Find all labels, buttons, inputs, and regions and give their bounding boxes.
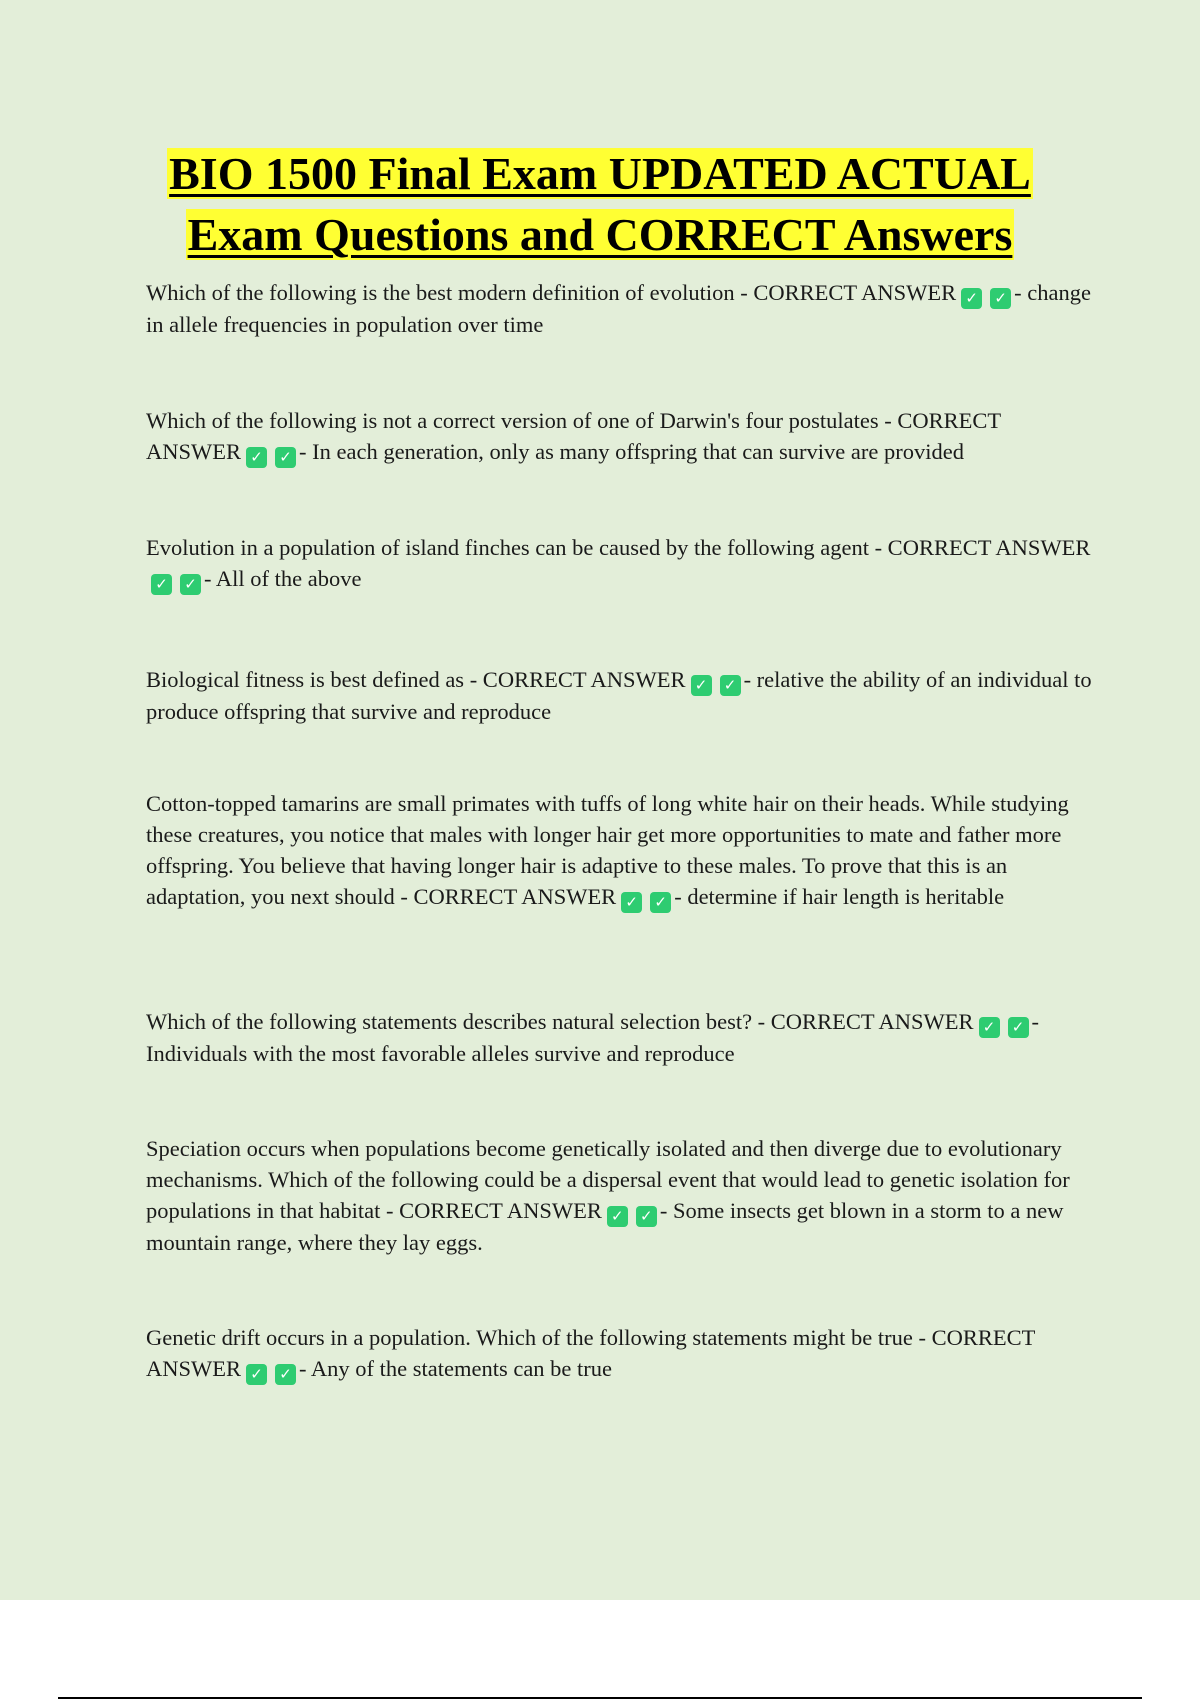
answer-text: - relative the ability of an individual to produce offspring that survive and reproduce bbox=[146, 667, 1092, 724]
check-icon: ✓ bbox=[961, 288, 982, 309]
qa-item-6 bbox=[146, 1006, 1096, 1069]
qa-item-1 bbox=[146, 277, 1096, 340]
question-text: Which of the following statements describes natural selection best? - CORRECT ANSWER bbox=[146, 1009, 974, 1034]
answer-text: - change in allele frequencies in population over time bbox=[146, 280, 1091, 337]
qa-item-4 bbox=[146, 664, 1096, 727]
question-text: Which of the following is not a correct version of one of Darwin's four postulates - CORRECT ANSWER bbox=[146, 408, 1001, 464]
check-icon: ✓ bbox=[979, 1017, 1000, 1038]
check-icon: ✓ bbox=[607, 1206, 628, 1227]
answer-text: - determine if hair length is heritable bbox=[674, 884, 1005, 909]
title-line-1: BIO 1500 Final Exam UPDATED ACTUAL bbox=[169, 148, 1031, 199]
check-icon: ✓ bbox=[650, 892, 671, 913]
question-text: Evolution in a population of island finches can be caused by the following agent - CORRECT ANSWER bbox=[146, 535, 1091, 560]
question-text: Speciation occurs when populations become genetically isolated and then diverge due to evolutionary mechanisms. Which of the following could be a dispersal event that would lead to genetic isolation for populations in that habitat - CORRECT ANSWER bbox=[146, 1136, 1070, 1223]
qa-item-3 bbox=[146, 532, 1096, 595]
check-icon: ✓ bbox=[720, 675, 741, 696]
check-icon: ✓ bbox=[990, 288, 1011, 309]
check-icon: ✓ bbox=[621, 892, 642, 913]
answer-text: - Individuals with the most favorable alleles survive and reproduce bbox=[146, 1009, 1040, 1066]
qa-item-7 bbox=[146, 1133, 1096, 1258]
question-text: Genetic drift occurs in a population. Which of the following statements might be true - CORRECT ANSWER bbox=[146, 1325, 1035, 1381]
check-icon: ✓ bbox=[636, 1206, 657, 1227]
answer-text: - Any of the statements can be true bbox=[299, 1356, 613, 1381]
question-text: Cotton-topped tamarins are small primates with tuffs of long white hair on their heads. While studying these creatures, you notice that males with longer hair get more opportunities to mate and father more offspring. You believe that having longer hair is adaptive to these males. To prove that this is an adaptation, you next should - CORRECT ANSWER bbox=[146, 791, 1069, 909]
footer-rule bbox=[58, 1697, 1142, 1699]
question-text: Biological fitness is best defined as - CORRECT ANSWER bbox=[146, 667, 686, 692]
check-icon: ✓ bbox=[275, 1364, 296, 1385]
page-title bbox=[100, 143, 1100, 265]
answer-text: - All of the above bbox=[204, 566, 362, 591]
qa-item-8 bbox=[146, 1322, 1096, 1385]
check-icon: ✓ bbox=[180, 574, 201, 595]
answer-text: - In each generation, only as many offspring that can survive are provided bbox=[299, 439, 964, 464]
check-icon: ✓ bbox=[246, 447, 267, 468]
check-icon: ✓ bbox=[1008, 1017, 1029, 1038]
title-line-2: Exam Questions and CORRECT Answers bbox=[187, 209, 1013, 260]
qa-item-5 bbox=[146, 788, 1096, 913]
qa-item-2 bbox=[146, 405, 1096, 468]
check-icon: ✓ bbox=[691, 675, 712, 696]
check-icon: ✓ bbox=[246, 1364, 267, 1385]
question-text: Which of the following is the best modern definition of evolution - CORRECT ANSWER bbox=[146, 280, 957, 305]
check-icon: ✓ bbox=[151, 574, 172, 595]
check-icon: ✓ bbox=[275, 447, 296, 468]
answer-text: - Some insects get blown in a storm to a new mountain range, where they lay eggs. bbox=[146, 1198, 1064, 1255]
